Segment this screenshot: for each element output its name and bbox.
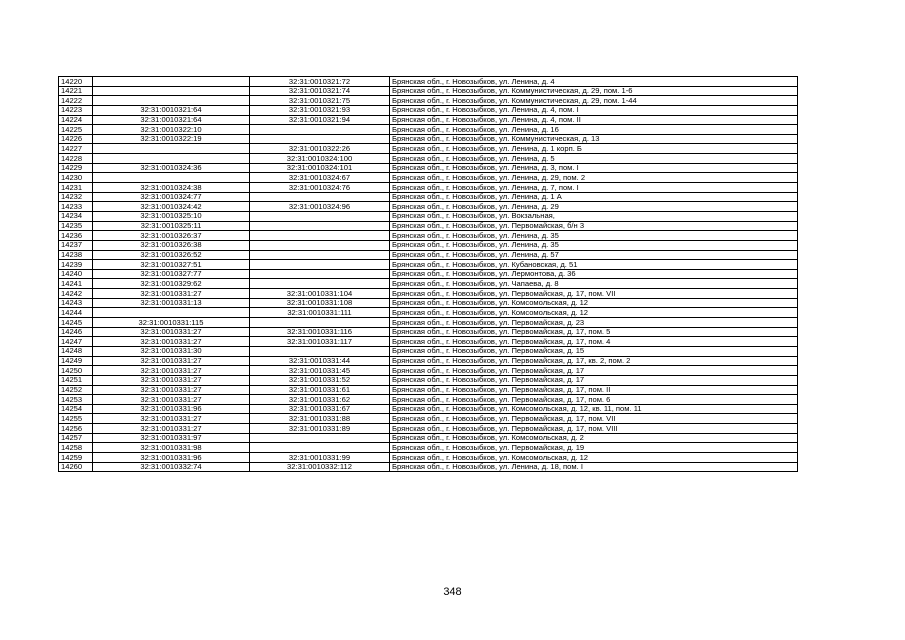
address-cell: Брянская обл., г. Новозыбков, ул. Первомайская, д. 17, пом. VII bbox=[390, 414, 798, 424]
object-number-cell: 32:31:0010321:94 bbox=[250, 115, 390, 125]
object-number-cell bbox=[250, 433, 390, 443]
object-number-cell bbox=[250, 318, 390, 328]
row-number-cell: 14222 bbox=[59, 96, 93, 106]
parcel-number-cell: 32:31:0010331:27 bbox=[93, 356, 250, 366]
object-number-cell bbox=[250, 221, 390, 231]
row-number-cell: 14227 bbox=[59, 144, 93, 154]
address-cell: Брянская обл., г. Новозыбков, ул. Коммунистическая, д. 29, пом. 1-6 bbox=[390, 86, 798, 96]
row-number-cell: 14234 bbox=[59, 211, 93, 221]
parcel-number-cell bbox=[93, 77, 250, 87]
parcel-number-cell: 32:31:0010331:27 bbox=[93, 366, 250, 376]
parcel-number-cell: 32:31:0010331:27 bbox=[93, 424, 250, 434]
object-number-cell bbox=[250, 211, 390, 221]
object-number-cell bbox=[250, 231, 390, 241]
row-number-cell: 14226 bbox=[59, 134, 93, 144]
object-number-cell bbox=[250, 443, 390, 453]
object-number-cell bbox=[250, 260, 390, 270]
table-row bbox=[59, 385, 798, 395]
table-row bbox=[59, 404, 798, 414]
object-number-cell: 32:31:0010331:62 bbox=[250, 395, 390, 405]
object-number-cell bbox=[250, 346, 390, 356]
object-number-cell: 32:31:0010331:61 bbox=[250, 385, 390, 395]
parcel-number-cell: 32:31:0010331:13 bbox=[93, 298, 250, 308]
address-cell: Брянская обл., г. Новозыбков, ул. Комсомольская, д. 12 bbox=[390, 452, 798, 462]
object-number-cell: 32:31:0010324:76 bbox=[250, 183, 390, 193]
parcel-number-cell: 32:31:0010331:30 bbox=[93, 346, 250, 356]
object-number-cell: 32:31:0010321:72 bbox=[250, 77, 390, 87]
parcel-number-cell: 32:31:0010322:19 bbox=[93, 134, 250, 144]
row-number-cell: 14240 bbox=[59, 269, 93, 279]
object-number-cell: 32:31:0010331:104 bbox=[250, 289, 390, 299]
parcel-number-cell: 32:31:0010331:97 bbox=[93, 433, 250, 443]
address-cell: Брянская обл., г. Новозыбков, ул. Ленина, д. 4 bbox=[390, 77, 798, 87]
address-cell: Брянская обл., г. Новозыбков, ул. Ленина, д. 18, пом. I bbox=[390, 462, 798, 472]
table-row bbox=[59, 452, 798, 462]
object-number-cell: 32:31:0010331:44 bbox=[250, 356, 390, 366]
table-row bbox=[59, 231, 798, 241]
parcel-number-cell: 32:31:0010325:11 bbox=[93, 221, 250, 231]
object-number-cell: 32:31:0010324:100 bbox=[250, 154, 390, 164]
object-number-cell: 32:31:0010331:45 bbox=[250, 366, 390, 376]
object-number-cell bbox=[250, 269, 390, 279]
address-cell: Брянская обл., г. Новозыбков, ул. Первомайская, д. 17 bbox=[390, 366, 798, 376]
parcel-number-cell: 32:31:0010326:38 bbox=[93, 240, 250, 250]
table-row bbox=[59, 144, 798, 154]
object-number-cell: 32:31:0010331:116 bbox=[250, 327, 390, 337]
table-row bbox=[59, 289, 798, 299]
table-row bbox=[59, 115, 798, 125]
row-number-cell: 14229 bbox=[59, 163, 93, 173]
row-number-cell: 14248 bbox=[59, 346, 93, 356]
row-number-cell: 14256 bbox=[59, 424, 93, 434]
table-row bbox=[59, 375, 798, 385]
row-number-cell: 14228 bbox=[59, 154, 93, 164]
address-cell: Брянская обл., г. Новозыбков, ул. Комсомольская, д. 12 bbox=[390, 308, 798, 318]
parcel-number-cell: 32:31:0010324:36 bbox=[93, 163, 250, 173]
address-cell: Брянская обл., г. Новозыбков, ул. Ленина, д. 16 bbox=[390, 125, 798, 135]
row-number-cell: 14236 bbox=[59, 231, 93, 241]
parcel-number-cell bbox=[93, 96, 250, 106]
parcel-number-cell: 32:31:0010327:77 bbox=[93, 269, 250, 279]
parcel-number-cell: 32:31:0010331:96 bbox=[93, 452, 250, 462]
row-number-cell: 14251 bbox=[59, 375, 93, 385]
table-row bbox=[59, 163, 798, 173]
parcel-number-cell bbox=[93, 154, 250, 164]
row-number-cell: 14223 bbox=[59, 105, 93, 115]
parcel-number-cell: 32:31:0010331:115 bbox=[93, 318, 250, 328]
address-cell: Брянская обл., г. Новозыбков, ул. Первомайская, д. 17, пом. 5 bbox=[390, 327, 798, 337]
table-row bbox=[59, 125, 798, 135]
row-number-cell: 14242 bbox=[59, 289, 93, 299]
parcel-number-cell: 32:31:0010331:27 bbox=[93, 414, 250, 424]
address-cell: Брянская обл., г. Новозыбков, ул. Ленина, д. 5 bbox=[390, 154, 798, 164]
row-number-cell: 14257 bbox=[59, 433, 93, 443]
parcel-number-cell bbox=[93, 173, 250, 183]
parcel-number-cell: 32:31:0010325:10 bbox=[93, 211, 250, 221]
table-row bbox=[59, 395, 798, 405]
address-cell: Брянская обл., г. Новозыбков, ул. Чапаева, д. 8 bbox=[390, 279, 798, 289]
address-cell: Брянская обл., г. Новозыбков, ул. Лермонтова, д. 36 bbox=[390, 269, 798, 279]
parcel-number-cell: 32:31:0010329:62 bbox=[93, 279, 250, 289]
table-row bbox=[59, 211, 798, 221]
parcel-number-cell: 32:31:0010331:27 bbox=[93, 327, 250, 337]
address-cell: Брянская обл., г. Новозыбков, ул. Ленина, д. 35 bbox=[390, 240, 798, 250]
object-number-cell bbox=[250, 240, 390, 250]
address-cell: Брянская обл., г. Новозыбков, ул. Первомайская, д. 17, пом. 4 bbox=[390, 337, 798, 347]
parcel-number-cell: 32:31:0010326:52 bbox=[93, 250, 250, 260]
table-row bbox=[59, 337, 798, 347]
row-number-cell: 14224 bbox=[59, 115, 93, 125]
table-row bbox=[59, 250, 798, 260]
address-cell: Брянская обл., г. Новозыбков, ул. Ленина, д. 29, пом. 2 bbox=[390, 173, 798, 183]
row-number-cell: 14247 bbox=[59, 337, 93, 347]
address-cell: Брянская обл., г. Новозыбков, ул. Комсомольская, д. 12, кв. 11, пом. 11 bbox=[390, 404, 798, 414]
object-number-cell: 32:31:0010321:74 bbox=[250, 86, 390, 96]
parcel-number-cell: 32:31:0010326:37 bbox=[93, 231, 250, 241]
table-row bbox=[59, 443, 798, 453]
row-number-cell: 14235 bbox=[59, 221, 93, 231]
parcel-number-cell bbox=[93, 144, 250, 154]
address-cell: Брянская обл., г. Новозыбков, ул. Первомайская, б/н 3 bbox=[390, 221, 798, 231]
row-number-cell: 14253 bbox=[59, 395, 93, 405]
row-number-cell: 14220 bbox=[59, 77, 93, 87]
object-number-cell: 32:31:0010331:88 bbox=[250, 414, 390, 424]
table-row bbox=[59, 173, 798, 183]
object-number-cell: 32:31:0010324:96 bbox=[250, 202, 390, 212]
row-number-cell: 14221 bbox=[59, 86, 93, 96]
object-number-cell: 32:31:0010331:89 bbox=[250, 424, 390, 434]
table-row bbox=[59, 192, 798, 202]
row-number-cell: 14239 bbox=[59, 260, 93, 270]
row-number-cell: 14243 bbox=[59, 298, 93, 308]
parcel-number-cell: 32:31:0010322:10 bbox=[93, 125, 250, 135]
object-number-cell: 32:31:0010332:112 bbox=[250, 462, 390, 472]
row-number-cell: 14255 bbox=[59, 414, 93, 424]
row-number-cell: 14231 bbox=[59, 183, 93, 193]
object-number-cell bbox=[250, 192, 390, 202]
address-cell: Брянская обл., г. Новозыбков, ул. Ленина, д. 4, пом. I bbox=[390, 105, 798, 115]
address-cell: Брянская обл., г. Новозыбков, ул. Первомайская, д. 17, кв. 2, пом. 2 bbox=[390, 356, 798, 366]
row-number-cell: 14259 bbox=[59, 452, 93, 462]
object-number-cell: 32:31:0010321:93 bbox=[250, 105, 390, 115]
object-number-cell: 32:31:0010321:75 bbox=[250, 96, 390, 106]
address-cell: Брянская обл., г. Новозыбков, ул. Первомайская, д. 17, пом. VII bbox=[390, 289, 798, 299]
parcel-number-cell: 32:31:0010332:74 bbox=[93, 462, 250, 472]
table-row bbox=[59, 308, 798, 318]
row-number-cell: 14233 bbox=[59, 202, 93, 212]
parcel-number-cell: 32:31:0010331:27 bbox=[93, 375, 250, 385]
table-row bbox=[59, 414, 798, 424]
address-cell: Брянская обл., г. Новозыбков, ул. Первомайская, д. 23 bbox=[390, 318, 798, 328]
parcel-number-cell: 32:31:0010321:64 bbox=[93, 105, 250, 115]
row-number-cell: 14225 bbox=[59, 125, 93, 135]
address-cell: Брянская обл., г. Новозыбков, ул. Первомайская, д. 17, пом. II bbox=[390, 385, 798, 395]
address-cell: Брянская обл., г. Новозыбков, ул. Комсомольская, д. 12 bbox=[390, 298, 798, 308]
address-cell: Брянская обл., г. Новозыбков, ул. Ленина, д. 3, пом. I bbox=[390, 163, 798, 173]
parcel-number-cell bbox=[93, 86, 250, 96]
table-row bbox=[59, 366, 798, 376]
parcel-number-cell: 32:31:0010331:96 bbox=[93, 404, 250, 414]
page-number: 348 bbox=[443, 586, 462, 598]
parcel-number-cell: 32:31:0010321:64 bbox=[93, 115, 250, 125]
object-number-cell: 32:31:0010331:99 bbox=[250, 452, 390, 462]
parcel-number-cell: 32:31:0010331:27 bbox=[93, 337, 250, 347]
object-number-cell: 32:31:0010324:67 bbox=[250, 173, 390, 183]
table-row bbox=[59, 318, 798, 328]
parcel-number-cell bbox=[93, 308, 250, 318]
row-number-cell: 14260 bbox=[59, 462, 93, 472]
address-cell: Брянская обл., г. Новозыбков, ул. Ленина, д. 7, пом. I bbox=[390, 183, 798, 193]
row-number-cell: 14245 bbox=[59, 318, 93, 328]
registry-table-body bbox=[59, 77, 798, 472]
parcel-number-cell: 32:31:0010327:51 bbox=[93, 260, 250, 270]
table-row bbox=[59, 269, 798, 279]
row-number-cell: 14244 bbox=[59, 308, 93, 318]
object-number-cell: 32:31:0010331:67 bbox=[250, 404, 390, 414]
table-row bbox=[59, 183, 798, 193]
row-number-cell: 14238 bbox=[59, 250, 93, 260]
address-cell: Брянская обл., г. Новозыбков, ул. Ленина, д. 35 bbox=[390, 231, 798, 241]
object-number-cell bbox=[250, 125, 390, 135]
object-number-cell bbox=[250, 250, 390, 260]
row-number-cell: 14252 bbox=[59, 385, 93, 395]
parcel-number-cell: 32:31:0010331:98 bbox=[93, 443, 250, 453]
parcel-number-cell: 32:31:0010324:77 bbox=[93, 192, 250, 202]
table-row bbox=[59, 202, 798, 212]
table-row bbox=[59, 154, 798, 164]
address-cell: Брянская обл., г. Новозыбков, ул. Ленина, д. 57 bbox=[390, 250, 798, 260]
parcel-number-cell: 32:31:0010331:27 bbox=[93, 395, 250, 405]
table-row bbox=[59, 86, 798, 96]
table-row bbox=[59, 134, 798, 144]
row-number-cell: 14246 bbox=[59, 327, 93, 337]
address-cell: Брянская обл., г. Новозыбков, ул. Первомайская, д. 17, пом. VIII bbox=[390, 424, 798, 434]
row-number-cell: 14241 bbox=[59, 279, 93, 289]
parcel-number-cell: 32:31:0010324:38 bbox=[93, 183, 250, 193]
table-row bbox=[59, 462, 798, 472]
row-number-cell: 14250 bbox=[59, 366, 93, 376]
object-number-cell bbox=[250, 134, 390, 144]
address-cell: Брянская обл., г. Новозыбков, ул. Коммунистическая, д. 13 bbox=[390, 134, 798, 144]
address-cell: Брянская обл., г. Новозыбков, ул. Ленина, д. 1 А bbox=[390, 192, 798, 202]
table-row bbox=[59, 105, 798, 115]
address-cell: Брянская обл., г. Новозыбков, ул. Коммунистическая, д. 29, пом. 1-44 bbox=[390, 96, 798, 106]
parcel-number-cell: 32:31:0010331:27 bbox=[93, 289, 250, 299]
table-row bbox=[59, 96, 798, 106]
row-number-cell: 14249 bbox=[59, 356, 93, 366]
row-number-cell: 14254 bbox=[59, 404, 93, 414]
address-cell: Брянская обл., г. Новозыбков, ул. Первомайская, д. 17 bbox=[390, 375, 798, 385]
address-cell: Брянская обл., г. Новозыбков, ул. Первомайская, д. 15 bbox=[390, 346, 798, 356]
address-cell: Брянская обл., г. Новозыбков, ул. Первомайская, д. 19 bbox=[390, 443, 798, 453]
table-row bbox=[59, 298, 798, 308]
object-number-cell: 32:31:0010331:111 bbox=[250, 308, 390, 318]
address-cell: Брянская обл., г. Новозыбков, ул. Ленина, д. 29 bbox=[390, 202, 798, 212]
address-cell: Брянская обл., г. Новозыбков, ул. Кубановская, д. 51 bbox=[390, 260, 798, 270]
address-cell: Брянская обл., г. Новозыбков, ул. Вокзальная, bbox=[390, 211, 798, 221]
address-cell: Брянская обл., г. Новозыбков, ул. Комсомольская, д. 2 bbox=[390, 433, 798, 443]
table-row bbox=[59, 327, 798, 337]
row-number-cell: 14237 bbox=[59, 240, 93, 250]
table-row bbox=[59, 356, 798, 366]
address-cell: Брянская обл., г. Новозыбков, ул. Ленина, д. 1 корп. Б bbox=[390, 144, 798, 154]
registry-table bbox=[58, 76, 798, 472]
object-number-cell bbox=[250, 279, 390, 289]
object-number-cell: 32:31:0010331:108 bbox=[250, 298, 390, 308]
table-row bbox=[59, 240, 798, 250]
object-number-cell: 32:31:0010331:117 bbox=[250, 337, 390, 347]
object-number-cell: 32:31:0010322:26 bbox=[250, 144, 390, 154]
row-number-cell: 14232 bbox=[59, 192, 93, 202]
parcel-number-cell: 32:31:0010331:27 bbox=[93, 385, 250, 395]
table-row bbox=[59, 433, 798, 443]
address-cell: Брянская обл., г. Новозыбков, ул. Ленина, д. 4, пом. II bbox=[390, 115, 798, 125]
table-row bbox=[59, 77, 798, 87]
address-cell: Брянская обл., г. Новозыбков, ул. Первомайская, д. 17, пом. 6 bbox=[390, 395, 798, 405]
table-row bbox=[59, 346, 798, 356]
table-row bbox=[59, 279, 798, 289]
object-number-cell: 32:31:0010324:101 bbox=[250, 163, 390, 173]
table-row bbox=[59, 260, 798, 270]
parcel-number-cell: 32:31:0010324:42 bbox=[93, 202, 250, 212]
row-number-cell: 14230 bbox=[59, 173, 93, 183]
table-row bbox=[59, 221, 798, 231]
row-number-cell: 14258 bbox=[59, 443, 93, 453]
object-number-cell: 32:31:0010331:52 bbox=[250, 375, 390, 385]
table-row bbox=[59, 424, 798, 434]
